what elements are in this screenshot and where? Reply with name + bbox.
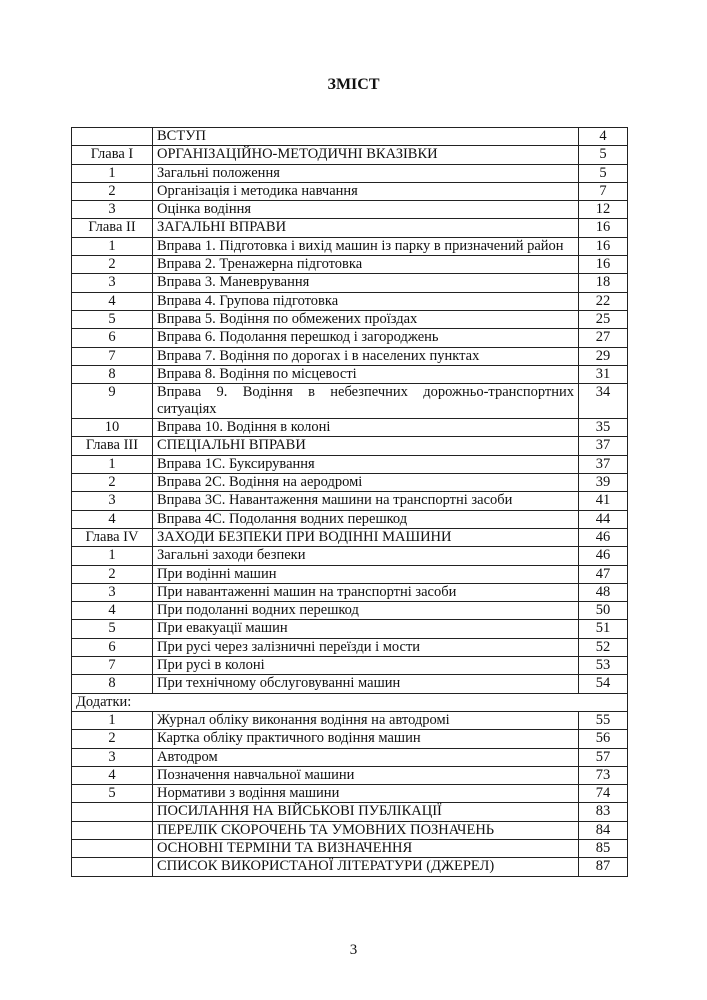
toc-page-number: 29 — [579, 347, 628, 365]
toc-row — [72, 419, 628, 437]
toc-row — [72, 164, 628, 182]
toc-row — [72, 347, 628, 365]
toc-page-number: 52 — [579, 638, 628, 656]
toc-entry-title: Вправа 5. Водіння по обмежених проїздах — [153, 310, 579, 328]
toc-row — [72, 711, 628, 729]
toc-page-number: 7 — [579, 182, 628, 200]
toc-row — [72, 657, 628, 675]
toc-number: 3 — [72, 583, 153, 601]
toc-page-number: 27 — [579, 329, 628, 347]
toc-row — [72, 785, 628, 803]
toc-entry-title: Вправа 4С. Подолання водних перешкод — [153, 510, 579, 528]
toc-page-number: 85 — [579, 839, 628, 857]
toc-row — [72, 730, 628, 748]
toc-row — [72, 201, 628, 219]
toc-page-number: 5 — [579, 146, 628, 164]
toc-number: 1 — [72, 237, 153, 255]
toc-page-number: 5 — [579, 164, 628, 182]
toc-entry-title: ВСТУП — [153, 128, 579, 146]
toc-number: 9 — [72, 384, 153, 419]
toc-row — [72, 528, 628, 546]
toc-number: Глава I — [72, 146, 153, 164]
toc-page-number: 39 — [579, 474, 628, 492]
toc-entry-title: Вправа 4. Групова підготовка — [153, 292, 579, 310]
toc-number: Глава III — [72, 437, 153, 455]
toc-number: 3 — [72, 492, 153, 510]
toc-page-number: 53 — [579, 657, 628, 675]
toc-number: 8 — [72, 675, 153, 693]
toc-entry-title: Вправа 1. Підготовка і вихід машин із парку в призначений район — [153, 237, 579, 255]
toc-number: 3 — [72, 274, 153, 292]
toc-entry-title: Вправа 1С. Буксирування — [153, 455, 579, 473]
toc-row — [72, 565, 628, 583]
toc-row — [72, 384, 628, 419]
toc-page-number: 18 — [579, 274, 628, 292]
toc-entry-title: При русі через залізничні переїзди і мости — [153, 638, 579, 656]
toc-row — [72, 858, 628, 876]
toc-entry-title: ПЕРЕЛІК СКОРОЧЕНЬ ТА УМОВНИХ ПОЗНАЧЕНЬ — [153, 821, 579, 839]
toc-row — [72, 310, 628, 328]
toc-page-number: 56 — [579, 730, 628, 748]
toc-page-number: 73 — [579, 766, 628, 784]
toc-entry-title: Організація і методика навчання — [153, 182, 579, 200]
toc-number: 1 — [72, 164, 153, 182]
toc-entry-title: Вправа 2С. Водіння на аеродромі — [153, 474, 579, 492]
toc-number: 7 — [72, 657, 153, 675]
toc-row — [72, 455, 628, 473]
toc-entry-title: Вправа 9. Водіння в небезпечних дорожньо-транспортних ситуаціях — [153, 384, 579, 419]
toc-entry-title: При навантаженні машин на транспортні засоби — [153, 583, 579, 601]
toc-page-number: 37 — [579, 455, 628, 473]
toc-number: 6 — [72, 329, 153, 347]
toc-number: 6 — [72, 638, 153, 656]
toc-entry-title: СПЕЦІАЛЬНІ ВПРАВИ — [153, 437, 579, 455]
toc-page-number: 84 — [579, 821, 628, 839]
table-of-contents — [71, 127, 628, 877]
toc-number: 4 — [72, 766, 153, 784]
toc-number — [72, 821, 153, 839]
toc-number — [72, 839, 153, 857]
toc-row — [72, 437, 628, 455]
toc-page-number: 16 — [579, 256, 628, 274]
toc-section-label: Додатки: — [72, 693, 628, 711]
toc-row — [72, 620, 628, 638]
toc-entry-title: Нормативи з водіння машини — [153, 785, 579, 803]
toc-page-number: 74 — [579, 785, 628, 803]
toc-number: 7 — [72, 347, 153, 365]
toc-entry-title: Вправа 3С. Навантаження машини на транспортні засоби — [153, 492, 579, 510]
toc-row — [72, 219, 628, 237]
toc-number: 1 — [72, 711, 153, 729]
toc-entry-title: При водінні машин — [153, 565, 579, 583]
toc-entry-title: Автодром — [153, 748, 579, 766]
toc-page-number: 41 — [579, 492, 628, 510]
toc-number: 2 — [72, 730, 153, 748]
toc-entry-title: Вправа 2. Тренажерна підготовка — [153, 256, 579, 274]
toc-page-number: 87 — [579, 858, 628, 876]
toc-row — [72, 146, 628, 164]
toc-number: 10 — [72, 419, 153, 437]
toc-page-number: 25 — [579, 310, 628, 328]
toc-row — [72, 292, 628, 310]
toc-row — [72, 510, 628, 528]
toc-page-number: 46 — [579, 547, 628, 565]
toc-number — [72, 128, 153, 146]
toc-page-number: 44 — [579, 510, 628, 528]
toc-row — [72, 547, 628, 565]
toc-entry-title: СПИСОК ВИКОРИСТАНОЇ ЛІТЕРАТУРИ (ДЖЕРЕЛ) — [153, 858, 579, 876]
toc-row — [72, 182, 628, 200]
toc-row — [72, 128, 628, 146]
toc-row — [72, 329, 628, 347]
toc-number: 2 — [72, 474, 153, 492]
toc-entry-title: При евакуації машин — [153, 620, 579, 638]
toc-row — [72, 675, 628, 693]
toc-number: 5 — [72, 620, 153, 638]
toc-page-number: 57 — [579, 748, 628, 766]
toc-entry-title: Вправа 10. Водіння в колоні — [153, 419, 579, 437]
toc-page-number: 35 — [579, 419, 628, 437]
toc-number: 1 — [72, 547, 153, 565]
toc-entry-title: Вправа 7. Водіння по дорогах і в населених пунктах — [153, 347, 579, 365]
toc-page-number: 51 — [579, 620, 628, 638]
toc-number: Глава IV — [72, 528, 153, 546]
page-number: 3 — [349, 942, 358, 958]
toc-row — [72, 748, 628, 766]
toc-entry-title: ОРГАНІЗАЦІЙНО-МЕТОДИЧНІ ВКАЗІВКИ — [153, 146, 579, 164]
toc-page-number: 16 — [579, 219, 628, 237]
toc-number — [72, 803, 153, 821]
toc-page-number: 54 — [579, 675, 628, 693]
toc-page-number: 12 — [579, 201, 628, 219]
toc-row — [72, 274, 628, 292]
toc-page-number: 22 — [579, 292, 628, 310]
toc-entry-title: Вправа 8. Водіння по місцевості — [153, 365, 579, 383]
toc-row — [72, 492, 628, 510]
toc-entry-title: При подоланні водних перешкод — [153, 602, 579, 620]
toc-row — [72, 638, 628, 656]
toc-page-number: 4 — [579, 128, 628, 146]
toc-row — [72, 256, 628, 274]
toc-row — [72, 839, 628, 857]
toc-row — [72, 602, 628, 620]
toc-page-number: 31 — [579, 365, 628, 383]
toc-entry-title: При русі в колоні — [153, 657, 579, 675]
toc-section-row — [72, 693, 628, 711]
toc-number: 3 — [72, 748, 153, 766]
toc-page-number: 34 — [579, 384, 628, 419]
toc-number: 4 — [72, 510, 153, 528]
toc-number: 5 — [72, 310, 153, 328]
toc-entry-title: Вправа 3. Маневрування — [153, 274, 579, 292]
toc-entry-title: ПОСИЛАННЯ НА ВІЙСЬКОВІ ПУБЛІКАЦІЇ — [153, 803, 579, 821]
toc-row — [72, 474, 628, 492]
toc-row — [72, 803, 628, 821]
toc-entry-title: Загальні положення — [153, 164, 579, 182]
toc-page-number: 48 — [579, 583, 628, 601]
toc-number — [72, 858, 153, 876]
toc-entry-title: Позначення навчальної машини — [153, 766, 579, 784]
page-title: ЗМІСТ — [327, 76, 380, 93]
toc-entry-title: Загальні заходи безпеки — [153, 547, 579, 565]
toc-page-number: 37 — [579, 437, 628, 455]
toc-number: 2 — [72, 256, 153, 274]
toc-entry-title: Картка обліку практичного водіння машин — [153, 730, 579, 748]
toc-number: 2 — [72, 182, 153, 200]
toc-row — [72, 365, 628, 383]
toc-page-number: 47 — [579, 565, 628, 583]
toc-row — [72, 766, 628, 784]
toc-entry-title: Вправа 6. Подолання перешкод і загороджень — [153, 329, 579, 347]
toc-entry-title: ЗАХОДИ БЕЗПЕКИ ПРИ ВОДІННІ МАШИНИ — [153, 528, 579, 546]
toc-number: 4 — [72, 602, 153, 620]
toc-page-number: 16 — [579, 237, 628, 255]
toc-number: 3 — [72, 201, 153, 219]
toc-number: 8 — [72, 365, 153, 383]
toc-number: 2 — [72, 565, 153, 583]
toc-row — [72, 237, 628, 255]
toc-row — [72, 821, 628, 839]
toc-number: Глава II — [72, 219, 153, 237]
toc-row — [72, 583, 628, 601]
toc-entry-title: Оцінка водіння — [153, 201, 579, 219]
toc-number: 4 — [72, 292, 153, 310]
toc-number: 1 — [72, 455, 153, 473]
toc-number: 5 — [72, 785, 153, 803]
toc-page-number: 50 — [579, 602, 628, 620]
toc-entry-title: ЗАГАЛЬНІ ВПРАВИ — [153, 219, 579, 237]
toc-page-number: 46 — [579, 528, 628, 546]
toc-page-number: 83 — [579, 803, 628, 821]
toc-entry-title: Журнал обліку виконання водіння на автодромі — [153, 711, 579, 729]
toc-entry-title: При технічному обслуговуванні машин — [153, 675, 579, 693]
toc-entry-title: ОСНОВНІ ТЕРМІНИ ТА ВИЗНАЧЕННЯ — [153, 839, 579, 857]
toc-page-number: 55 — [579, 711, 628, 729]
